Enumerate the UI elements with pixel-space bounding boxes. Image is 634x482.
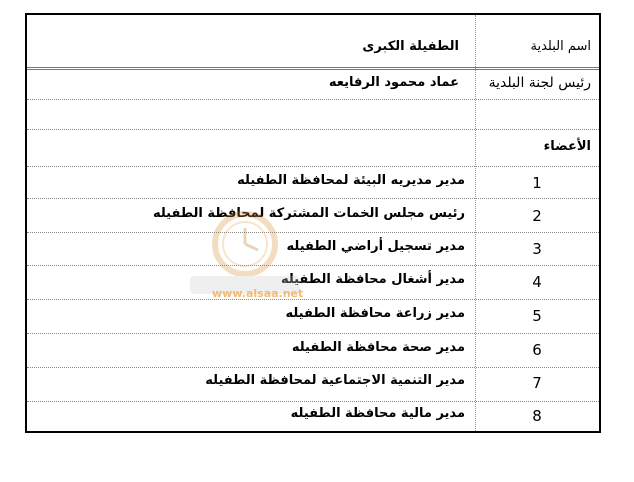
member-title: مدير مالية محافظة الطفيله [290, 406, 465, 421]
member-title: رئيس مجلس الخمات المشتركة لمحافظة الطفيله [152, 206, 465, 221]
member-title: مدير تسجيل أراضي الطفيله [286, 239, 465, 254]
member-number: 4 [532, 273, 542, 291]
row-separator [27, 367, 599, 368]
member-title: مدير أشغال محافظة الطفيله [280, 272, 465, 287]
member-title: مدير زراعة محافظة الطفيله [285, 306, 465, 321]
document-table [25, 13, 601, 433]
row-separator [27, 333, 599, 334]
row-separator [27, 299, 599, 300]
row-separator [27, 67, 599, 70]
members-label: الأعضاء [543, 139, 591, 154]
head-value: عماد محمود الرفايعه [328, 75, 459, 90]
watermark-url: www.alsaa.net [212, 287, 304, 300]
row-separator [27, 129, 599, 130]
member-number: 3 [532, 240, 542, 258]
member-number: 6 [532, 341, 542, 359]
row-separator [27, 265, 599, 266]
row-separator [27, 232, 599, 233]
member-number: 8 [532, 407, 542, 425]
row-separator [27, 166, 599, 167]
municipality-label: اسم البلدية [530, 39, 591, 54]
row-separator [27, 99, 599, 100]
municipality-value: الطفيلة الكبرى [362, 39, 459, 54]
head-label: رئيس لجنة البلدية [488, 75, 591, 91]
member-title: مدير التنمية الاجتماعية لمحافظة الطفيله [205, 373, 465, 388]
row-separator [27, 198, 599, 199]
member-number: 1 [532, 174, 542, 192]
column-divider [475, 15, 476, 431]
member-number: 2 [532, 207, 542, 225]
row-separator [27, 401, 599, 402]
member-title: مدير صحة محافظة الطفيله [291, 340, 465, 355]
member-title: مدير مديريه البيئة لمحافظة الطفيله [237, 173, 465, 188]
member-number: 5 [532, 307, 542, 325]
member-number: 7 [532, 374, 542, 392]
